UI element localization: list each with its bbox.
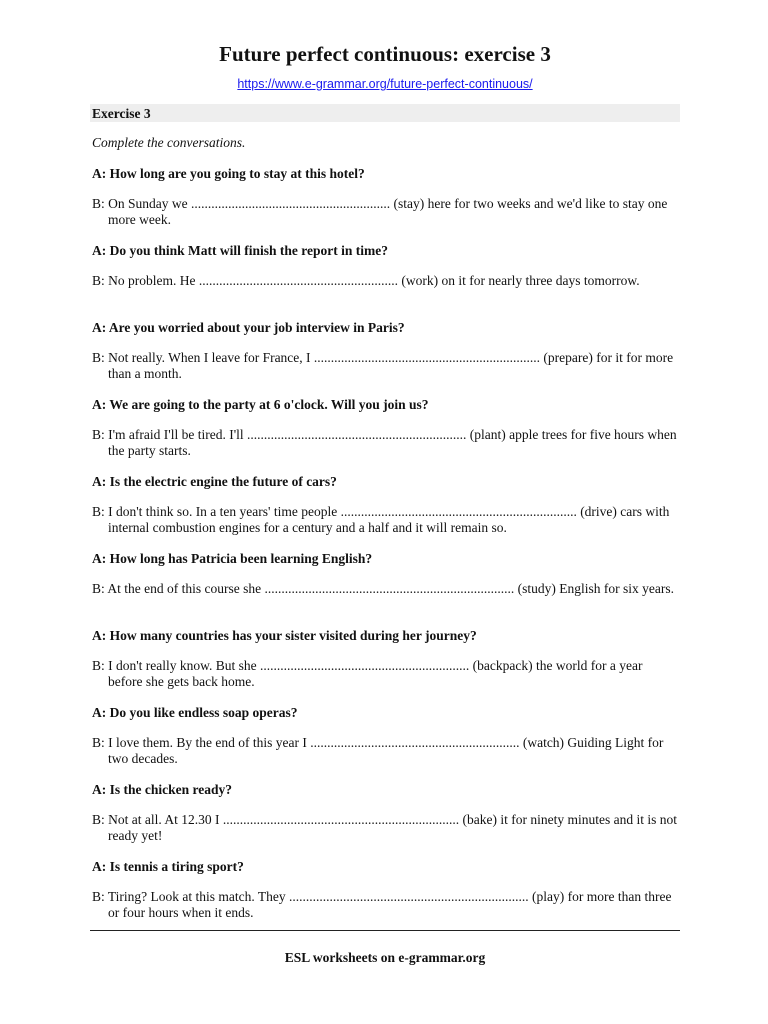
conversation-question: A: Is the electric engine the future of cars?: [92, 474, 337, 489]
conversation-question: A: Is tennis a tiring sport?: [92, 859, 244, 874]
conversation-question: A: How many countries has your sister visited during her journey?: [92, 628, 477, 643]
conversation-answer: B: On Sunday we ........................................................... (stay) here for two weeks and we'd like to stay one more week.: [92, 196, 668, 227]
conversation-item: [92, 781, 680, 858]
conversation-answer: B: I don't really know. But she .............................................................. (backpack) the world for a year before she gets back home.: [92, 658, 643, 689]
conversation-item: [92, 319, 680, 396]
page-title: Future perfect continuous: exercise 3: [219, 42, 551, 66]
exercise-header: [90, 104, 680, 122]
footer-divider: [90, 930, 680, 931]
conversation-answer: B: At the end of this course she .......................................................................... (study) English for six years.: [92, 581, 674, 596]
exercise-label: Exercise 3: [92, 106, 151, 121]
conversation-answer: B: Tiring? Look at this match. They ....................................................................... (play) for more than three or four hours when it ends.: [92, 889, 672, 920]
conversation-list: [92, 165, 680, 935]
conversation-question: A: We are going to the party at 6 o'clock. Will you join us?: [92, 397, 429, 412]
conversation-answer: B: I'm afraid I'll be tired. I'll ................................................................. (plant) apple trees for five hours when the party starts.: [92, 427, 677, 458]
conversation-question: A: Are you worried about your job interview in Paris?: [92, 320, 405, 335]
conversation-item: [92, 704, 680, 781]
conversation-item: [92, 165, 680, 242]
conversation-question: A: Is the chicken ready?: [92, 782, 232, 797]
conversation-item: [92, 858, 680, 935]
conversation-question: A: Do you like endless soap operas?: [92, 705, 298, 720]
footer-text: ESL worksheets on e-grammar.org: [284, 950, 486, 965]
conversation-answer: B: I don't think so. In a ten years' time people ...................................................................... (drive) cars with internal combustion engines for a century and a half and it will remain so.: [92, 504, 670, 535]
exercise-instructions: Complete the conversations.: [92, 135, 246, 150]
conversation-question: A: How long are you going to stay at this hotel?: [92, 166, 365, 181]
conversation-item: [92, 396, 680, 473]
source-link[interactable]: https://www.e-grammar.org/future-perfect-continuous/: [237, 77, 533, 91]
conversation-answer: B: No problem. He ........................................................... (work) on it for nearly three days tomorrow.: [92, 273, 640, 288]
conversation-answer: B: Not at all. At 12.30 I ...................................................................... (bake) it for ninety minutes and it is not ready yet!: [92, 812, 677, 843]
conversation-question: A: Do you think Matt will finish the report in time?: [92, 243, 388, 258]
conversation-question: A: How long has Patricia been learning English?: [92, 551, 373, 566]
conversation-item: [92, 473, 680, 550]
conversation-item: [92, 627, 680, 704]
conversation-item: [92, 550, 680, 627]
conversation-answer: B: Not really. When I leave for France, I ................................................................... (prepare) for it for more than a month.: [92, 350, 674, 381]
conversation-answer: B: I love them. By the end of this year I .............................................................. (watch) Guiding Light for two decades.: [92, 735, 664, 766]
conversation-item: [92, 242, 680, 319]
